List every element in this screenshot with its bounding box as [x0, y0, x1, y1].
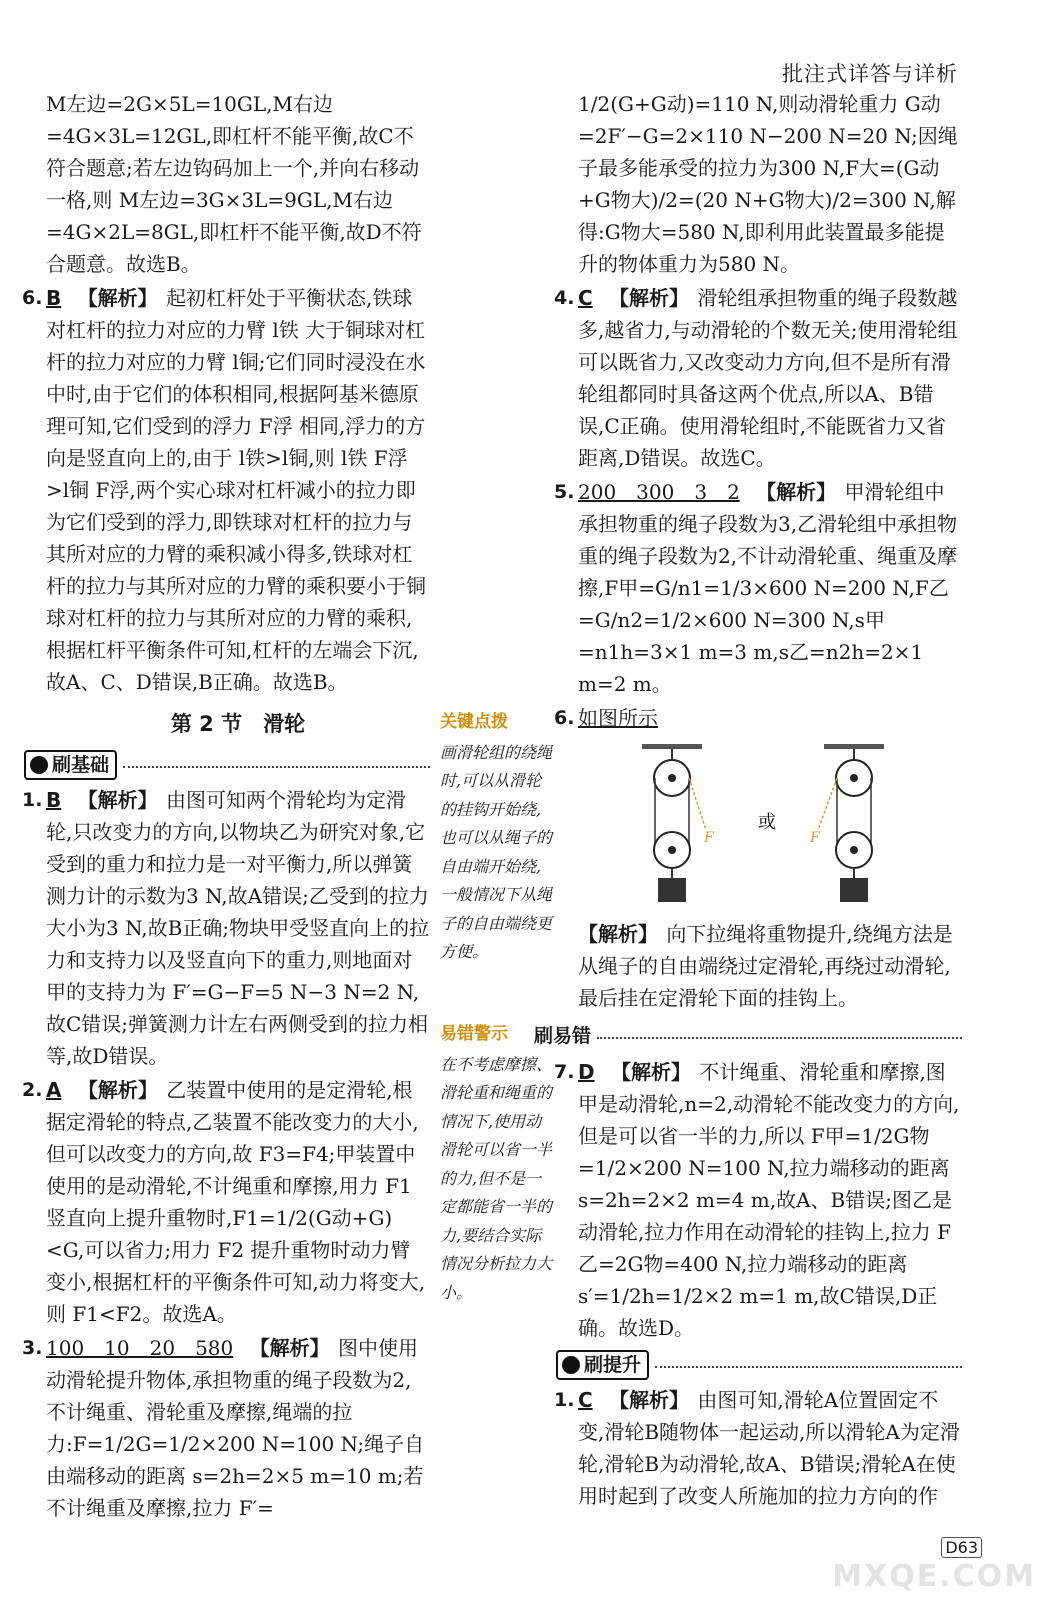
answer: 如图所示	[578, 706, 658, 730]
pulley-figure	[578, 738, 962, 910]
analysis-text: 甲滑轮组中承担物重的绳子段数为3,乙滑轮组中承担物重的绳子段数为2,不计动滑轮重、绳重及摩擦,F甲=G/n1=1/3×600 N=200 N,F乙=G/n2=1/2×600 N=300 N,s甲=n1h=3×1 m=3 m,s乙=n2h=2×1 m=2 m。	[578, 480, 958, 696]
pulley-system-b	[809, 744, 884, 902]
analysis-tag: 【解析】	[77, 788, 158, 812]
margin-note-title: 关键点拨	[440, 712, 508, 732]
pulley-system-a	[642, 744, 715, 902]
question-1	[22, 784, 430, 1072]
pulley-diagrams	[578, 738, 962, 910]
analysis-text: 向下拉绳将重物提升,绕绳方法是从绳子的自由端绕过定滑轮,再绕过动滑轮,最后挂在定滑轮下面的挂钩上。	[578, 922, 953, 1010]
advance-badge	[556, 1350, 649, 1380]
dotted-divider	[123, 766, 430, 768]
analysis-tag: 【解析】	[609, 1388, 690, 1412]
section-title: 第 2 节 滑轮	[170, 712, 306, 736]
analysis-text: 不计绳重、滑轮重和摩擦,图甲是动滑轮,n=2,动滑轮不能改变力的方向,但是可以省一半的力,所以 F甲=1/2G物=1/2×200 N=100 N,拉力端移动的距离 s=2h=2×2 m=4 m,故A、B错误;图乙是动滑轮,拉力作用在动滑轮的挂钩上,拉力 F乙=2G物=400 N,拉力端移动的距离 s′=1/2h=1/2×2 m=1 m,故C错误,D正确。故选D。	[578, 1060, 960, 1340]
analysis-text: 起初杠杆处于平衡状态,铁球对杠杆的拉力对应的力臂 l铁 大于铜球对杠杆的拉力对应的力臂 l铜;它们同时浸没在水中时,由于它们的体积相同,根据阿基米德原理可知,它们受到的浮力 F浮 相同,浮力的方向是竖直向上的,由于 l铁>l铜,则 l铁 F浮>l铜 F浮,两个实心球对杠杆减小的拉力即为它们受到的浮力,即铁球对杠杆的拉力与其所对应的力臂的乘积减小得多,铁球对杠杆的拉力与其所对应的力臂的乘积要小于铜球对杠杆的拉力与其所对应的力臂的乘积,根据杠杆平衡条件可知,杠杆的左端会下沉,故A、C、D错误,B正确。故选B。	[46, 286, 426, 694]
question-3	[22, 1332, 430, 1524]
margin-note-key-tip	[440, 708, 552, 967]
question-number: 6.	[22, 287, 43, 309]
question-5	[554, 476, 962, 700]
margin-note-error-warning	[440, 1020, 552, 1307]
right-column	[534, 88, 962, 1514]
error-label-text: 刷易错	[534, 1025, 592, 1047]
question-number: 6.	[554, 707, 575, 729]
question-6-left	[22, 282, 430, 698]
margin-note-text: 画滑轮组的绕绳时,可以从滑轮的挂钩开始绕,也可以从绳子的自由端开始绕,一般情况下从绳子的自由端绕更方便。	[440, 742, 553, 961]
answer: C	[578, 1388, 593, 1412]
answer: 100 10 20 580	[46, 1336, 234, 1360]
analysis-tag: 【解析】	[756, 480, 837, 504]
question-number: 2.	[22, 1079, 43, 1101]
analysis-text: 乙装置中使用的是定滑轮,根据定滑轮的特点,乙装置不能改变力的大小,但可以改变力的方向,故 F3=F4;甲装置中使用的是动滑轮,不计绳重和摩擦,用力 F1 竖直向上提升重物时,F1=1/2(G动+G)<G,可以省力;用力 F2 提升重物时动力臂变小,根据杠杆的平衡条件可知,动力将变大,则 F1<F2。故选A。	[46, 1078, 426, 1326]
question-7	[554, 1056, 962, 1344]
or-label: 或	[758, 812, 776, 833]
question-6-analysis	[578, 918, 962, 1014]
answer: D	[578, 1060, 595, 1084]
advance-label-text: 刷提升	[584, 1354, 642, 1376]
page-number: D63	[941, 1537, 982, 1558]
question-number: 7.	[554, 1061, 575, 1083]
question-6-right	[554, 702, 962, 734]
analysis-tag: 【解析】	[249, 1336, 330, 1360]
analysis-text: 滑轮组承担物重的绳子段数越多,越省力,与动滑轮的个数无关;使用滑轮组可以既省力,又改变动力方向,但不是所有滑轮组都同时具备这两个优点,所以A、B错误,C正确。使用滑轮组时,不能既省力又省距离,D错误。故选C。	[578, 286, 958, 470]
advance-question-1	[554, 1384, 962, 1512]
basic-label-text: 刷基础	[52, 754, 110, 776]
pencil-icon	[30, 756, 48, 774]
analysis-tag: 【解析】	[77, 1078, 158, 1102]
analysis-text: 由图可知,滑轮A位置固定不变,滑轮B随物体一起运动,所以滑轮A为定滑轮,滑轮B为动滑轮,故A、B错误;滑轮A在使用时起到了改变人所施加的拉力方向的作	[578, 1388, 960, 1508]
question-number: 1.	[22, 789, 43, 811]
question-number: 4.	[554, 287, 575, 309]
margin-note-title: 易错警示	[440, 1024, 508, 1044]
answer: C	[578, 286, 593, 310]
watermark: MXQE.COM	[832, 1559, 1036, 1594]
question-number: 3.	[22, 1337, 43, 1359]
analysis-tag: 【解析】	[610, 1060, 691, 1084]
analysis-tag: 【解析】	[77, 286, 158, 310]
answer: B	[46, 788, 62, 812]
dotted-divider	[655, 1366, 962, 1368]
force-label: F	[810, 830, 820, 846]
page-header-title: 批注式详答与详析	[782, 62, 958, 86]
question-2	[22, 1074, 430, 1330]
pencil-icon	[562, 1356, 580, 1374]
error-section-label	[534, 1020, 962, 1052]
analysis-text: 由图可知两个滑轮均为定滑轮,只改变力的方向,以物块乙为研究对象,它受到的重力和拉力是一对平衡力,所以弹簧测力计的示数为3 N,故A错误;乙受到的拉力大小为3 N,故B正确;物块甲受竖直向上的拉力和支持力以及竖直向下的重力,则地面对甲的支持力为 F′=G−F=5 N−3 N=2 N,故C错误;弹簧测力计左右两侧受到的拉力相等,故D错误。	[46, 788, 430, 1068]
answer: B	[46, 286, 62, 310]
dotted-divider	[597, 1037, 962, 1039]
question-4	[554, 282, 962, 474]
question-number: 5.	[554, 481, 575, 503]
analysis-tag: 【解析】	[578, 922, 658, 946]
margin-note-text: 在不考虑摩擦、滑轮重和绳重的情况下,使用动滑轮可以省一半的力,但不是一定都能省一半的力,要结合实际情况分析拉力大小。	[440, 1054, 553, 1302]
question-number: 1.	[554, 1389, 575, 1411]
answer: 200 300 3 2	[578, 480, 740, 504]
analysis-tag: 【解析】	[609, 286, 690, 310]
intro-paragraph: M左边=2G×5L=10GL,M右边=4G×3L=12GL,即杠杆不能平衡,故C不符合题意;若左边钩码加上一个,并向右移动一格,则 M左边=3G×3L=9GL,M右边=4G×2L=8GL,即杠杆不能平衡,故D不符合题意。故选B。	[46, 92, 422, 276]
basic-badge	[24, 750, 117, 780]
advance-section-label	[556, 1350, 962, 1380]
basic-section-label	[24, 750, 430, 780]
question-3-continued: 1/2(G+G动)=110 N,则动滑轮重力 G动=2F′−G=2×110 N−200 N=20 N;因绳子最多能承受的拉力为300 N,F大=(G动+G物大)/2=(20 N+G物大)/2=300 N,解得:G物大=580 N,即利用此装置最多能提升的物体重力为580 N。	[578, 92, 958, 276]
left-column	[22, 88, 430, 1526]
force-label: F	[704, 830, 714, 846]
analysis-text: 图中使用动滑轮提升物体,承担物重的绳子段数为2,不计绳重、滑轮重及摩擦,绳端的拉力:F=1/2G=1/2×200 N=100 N;绳子自由端移动的距离 s=2h=2×5 m=10 m;若不计绳重及摩擦,拉力 F′=	[46, 1336, 425, 1520]
answer: A	[46, 1078, 62, 1102]
